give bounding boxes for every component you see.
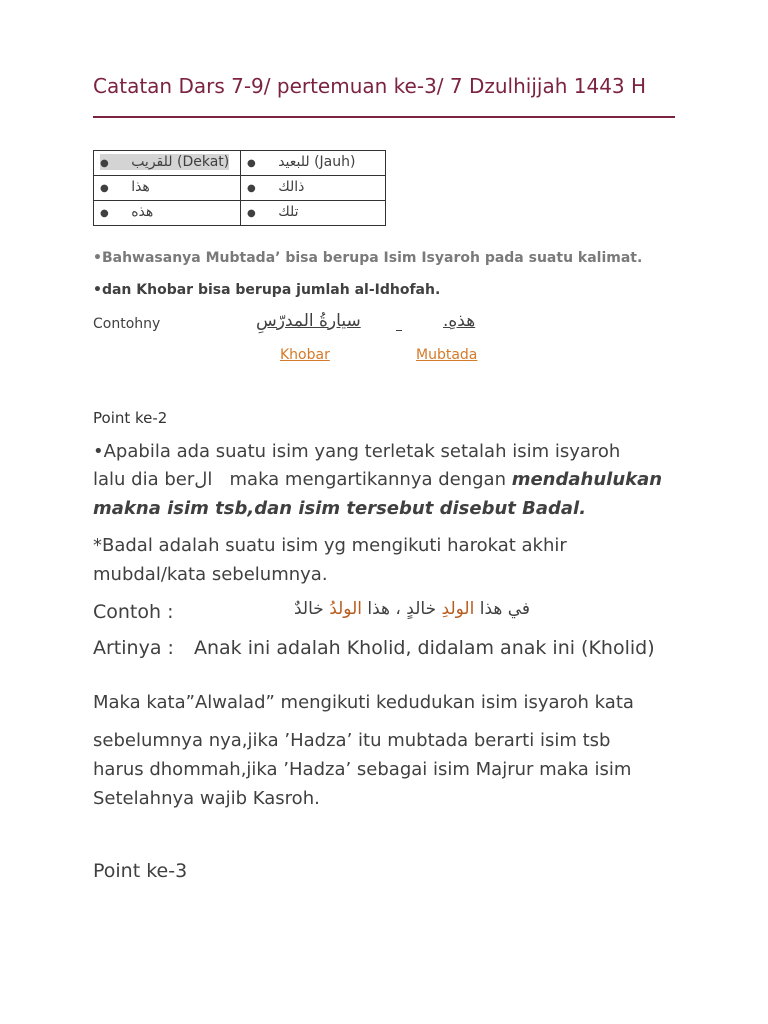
table-cell-arabic: للقريب [131,154,173,170]
bullet-icon: ● [100,158,109,169]
badal-line2: mubdal/kata sebelumnya. [93,564,328,585]
table-cell-latin: (Dekat) [177,154,230,170]
maka-line3: harus dhommah,jika ’Hadza’ sebagai isim Majrur maka isim [93,759,632,780]
table-cell-arabic: هذه [131,204,154,220]
title-divider [93,116,675,118]
point2-line3: makna isim tsb,dan isim tersebut disebut Badal. [93,498,587,519]
point1-line2: •dan Khobar bisa berupa jumlah al-Idhofah. [93,282,441,298]
example-khobar-arabic: سيارةُ المدرّسِ [256,311,361,331]
bullet-icon: ● [100,183,109,194]
table-cell [94,151,241,176]
maka-line4: Setelahnya wajib Kasroh. [93,788,320,809]
bullet-icon: ● [247,208,256,219]
khobar-label: Khobar [280,347,330,363]
badal-line1: *Badal adalah suatu isim yg mengikuti harokat akhir [93,535,567,556]
contoh2-label: Contoh : [93,601,174,623]
bullet-icon: ● [247,158,256,169]
page-title: Catatan Dars 7-9/ pertemuan ke-3/ 7 Dzulhijjah 1443 H [93,74,647,98]
table-cell-arabic: للبعيد [278,154,310,170]
table-cell-latin: (Jauh) [314,154,356,170]
table-cell-arabic: ذالك [278,179,305,195]
maka-line1: Maka kata”Alwalad” mengikuti kedudukan isim isyaroh kata [93,692,634,713]
artinya-label: Artinya : [93,637,174,659]
table-cell [94,201,241,226]
point2-line1: •Apabila ada suatu isim yang terletak setalah isim isyaroh [93,441,621,462]
point3-heading: Point ke-3 [93,860,188,882]
example-separator [396,316,402,331]
maka-line2: sebelumnya nya,jika ’Hadza’ itu mubtada berarti isim tsb [93,730,611,751]
bullet-icon: ● [100,208,109,219]
table-row [94,151,386,176]
isim-isyarah-table [93,150,386,226]
table-cell [241,201,386,226]
table-cell-arabic: هذا [131,179,150,195]
table-cell [94,176,241,201]
example-mubtada-arabic: هذهِ. [443,311,476,331]
table-cell [241,176,386,201]
contoh-label: Contohny [93,316,161,332]
table-cell-arabic: تلك [278,204,299,220]
table-row [94,201,386,226]
point1-line1: •Bahwasanya Mubtada’ bisa berupa Isim Isyaroh pada suatu kalimat. [93,250,643,266]
mubtada-label: Mubtada [416,347,478,363]
bullet-icon: ● [247,183,256,194]
table-cell [241,151,386,176]
artinya-text: Anak ini adalah Kholid, didalam anak ini (Kholid) [194,637,655,659]
point2-heading: Point ke-2 [93,409,168,427]
point2-line2: lalu dia berال maka mengartikannya dengan mendahulukan [93,469,663,490]
table-row [94,176,386,201]
contoh2-arabic: في هذا الولدِ خالدٍ ، هذا الولدُ خالدٌ [294,599,531,619]
